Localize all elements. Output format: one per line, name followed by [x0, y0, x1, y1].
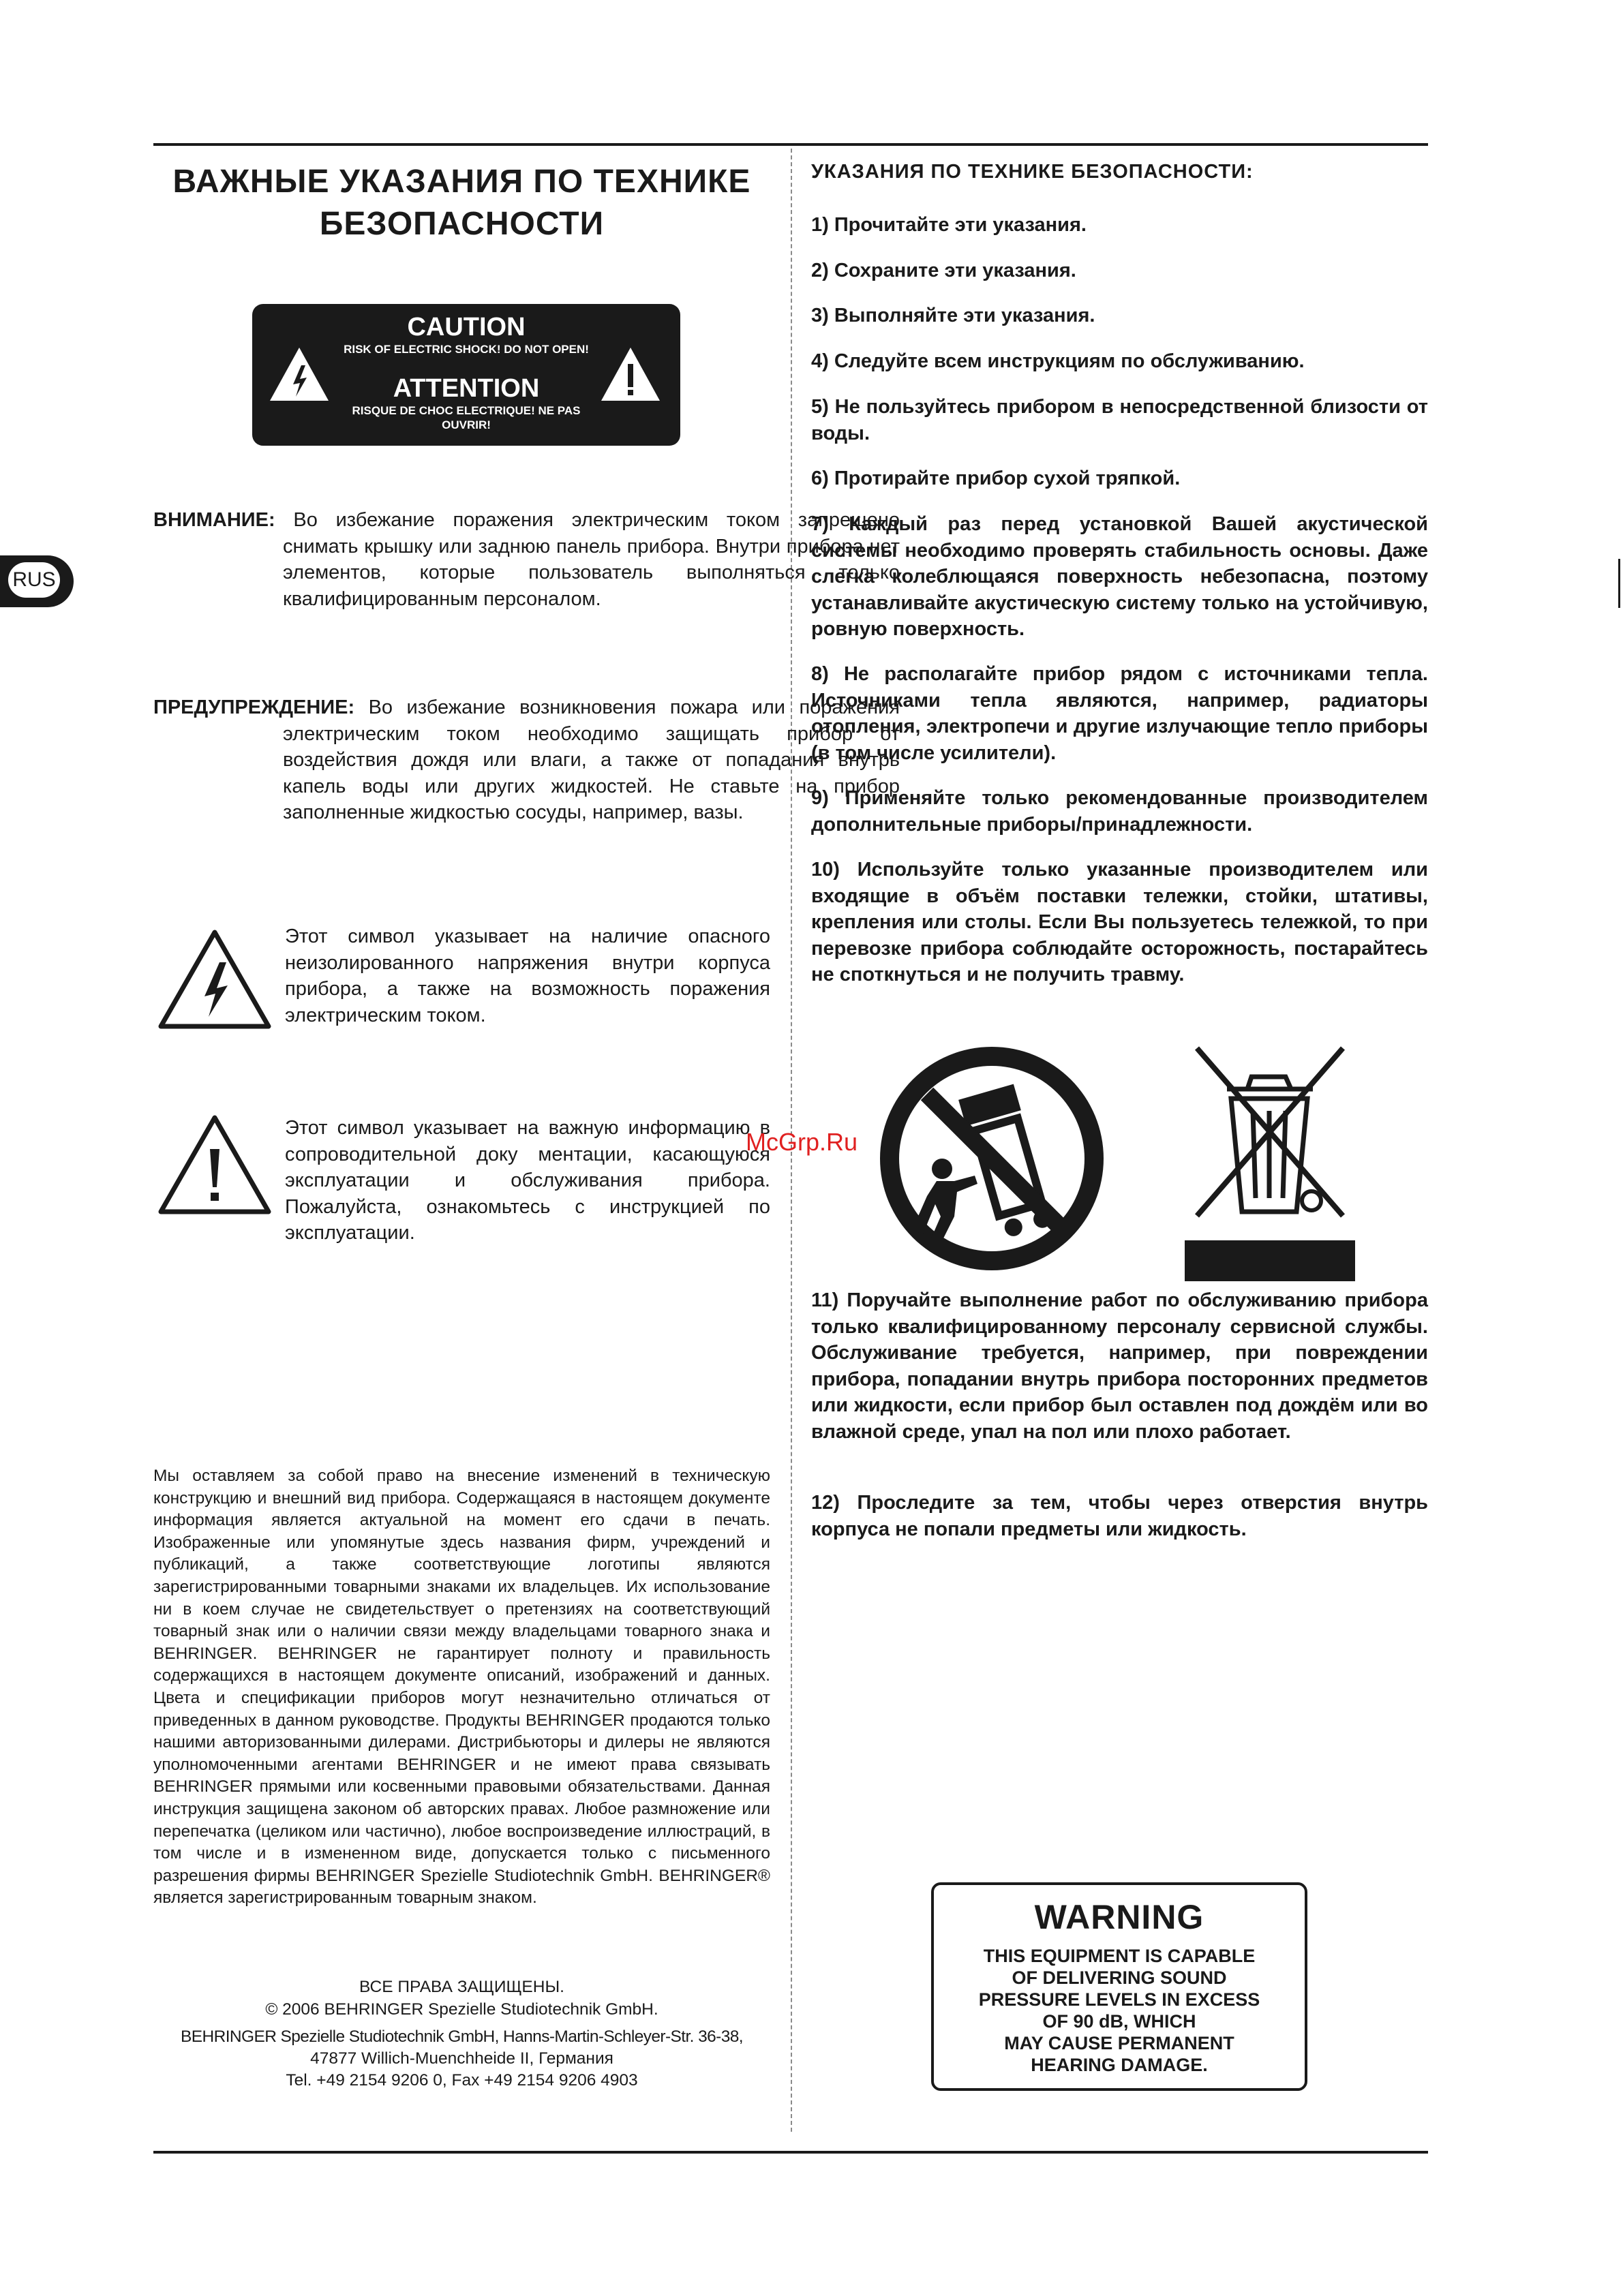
cart-warning-icon [879, 1046, 1104, 1271]
hearing-warning-body: THIS EQUIPMENT IS CAPABLE OF DELIVERING SOUND PRESSURE LEVELS IN EXCESS OF 90 dB, WHICH MAY CAUSE PERMANENT HEARING DAMAGE. [978, 1946, 1260, 2075]
language-tab-label: RUS [8, 562, 60, 598]
weee-bin-icon [1185, 1043, 1355, 1281]
caution-label [252, 304, 680, 446]
address-line-1: BEHRINGER Spezielle Studiotechnik GmbH, Hanns-Martin-Schleyer-Str. 36-38, [181, 2027, 743, 2046]
instruction-item: 4) Следуйте всем инструкциям по обслуживанию. [811, 350, 1305, 372]
page-title: ВАЖНЫЕ УКАЗАНИЯ ПО ТЕХНИКЕ БЕЗОПАСНОСТИ [172, 164, 751, 242]
top-rule [153, 143, 1428, 146]
instruction-item: 2) Сохраните эти указания. [811, 260, 1076, 281]
hearing-warning-title: WARNING [1034, 1898, 1204, 1936]
edge-mark [1618, 559, 1620, 608]
instruction-item: 7) Каждый раз перед установкой Вашей акустической системы необходимо проверять стабильность основы. Даже слегка колеблющаяся поверхность небезопасна, поэтому устанавливайте акустическую систему только на устойчивую, ровную поверхность. [811, 513, 1428, 640]
instruction-item: 12) Проследите за тем, чтобы через отверстия внутрь корпуса не попали предметы или жидкость. [811, 1492, 1428, 1540]
bottom-rule [153, 2151, 1428, 2154]
warning-fire [153, 694, 900, 826]
attention-text: ATTENTION [393, 374, 540, 403]
warning-fire-label: ПРЕДУПРЕЖДЕНИЕ: [153, 697, 355, 718]
disclaimer-text: Мы оставляем за собой право на внесение изменений в техническую конструкцию и внешний вид прибора. Содержащаяся в настоящем документе информация является актуальной на момент его сдачи в печать. Изображенные или упомянутые здесь названия фирм, учреждений и публикаций, а также соответствующие логотипы являются зарегистрированными товарными знаками их владельцев. Их использование ни в коем случае не свидетельствует о претензиях на соответствующий товарный знак или о наличии связи между владельцами товарного знака и BEHRINGER. BEHRINGER не гарантирует полноту и правильность содержащихся в настоящем документе описаний, изображений и данных. Цвета и спецификации приборов могут незначительно отличаться от приведенных в данном руководстве. Продукты BEHRINGER продаются только нашими авторизованными дилерами. Дистрибьюторы и дилеры не являются уполномоченными агентами BEHRINGER и не имеют права связывать BEHRINGER прямыми или косвенными правовыми обязательствами. Данная инструкция защищена законом об авторских правах. Любое размножение или перепечатка (целиком или частично), любое воспроизведение иллюстраций, в том числе и в измененном виде, допускается только с письменного разрешения фирмы BEHRINGER Spezielle Studiotechnik GmbH. BEHRINGER® является зарегистрированным товарным знаком. [153, 1467, 770, 1908]
warning-attention-text: Во избежание поражения электрическим током запрещено снимать крышку или заднюю панель прибора. Внутри прибора нет элементов, которые пользователь выполняться только квалифицированным персоналом. [283, 509, 900, 610]
symbol-info-text: Этот символ указывает на важную информацию в сопроводительной доку ментации, касающуюся эксплуатации и обслуживания прибора. Пожалуйста, ознакомьтесь с инструкцией по эксплуатации. [285, 1117, 770, 1244]
address-line-2: 47877 Willich-Muenchheide II, Германия [310, 2049, 613, 2068]
exclamation-warning-icon [598, 345, 663, 403]
instruction-item: 1) Прочитайте эти указания. [811, 214, 1087, 236]
rights-line: ВСЕ ПРАВА ЗАЩИЩЕНЫ. [359, 1978, 564, 1996]
caution-subtext: RISK OF ELECTRIC SHOCK! DO NOT OPEN! [344, 343, 589, 356]
symbol-voltage-text: Этот символ указывает на наличие опасного неизолированного напряжения внутри корпуса прибора, а также на возможность поражения электрическим током. [285, 925, 770, 1026]
instruction-item: 9) Применяйте только рекомендованные производителем дополнительные приборы/принадлежности. [811, 787, 1428, 836]
warning-attention-label: ВНИМАНИЕ: [153, 509, 275, 531]
instructions-heading: УКАЗАНИЯ ПО ТЕХНИКЕ БЕЗОПАСНОСТИ: [811, 161, 1254, 183]
warning-attention [153, 507, 900, 612]
instruction-item: 6) Протирайте прибор сухой тряпкой. [811, 468, 1181, 489]
attention-subtext: RISQUE DE CHOC ELECTRIQUE! NE PAS OUVRIR! [352, 404, 581, 431]
warning-fire-text: Во избежание возникновения пожара или поражения электрическим током необходимо защищать прибор от воздействия дождя или влаги, а также от попадания внутрь капель воды или других жидкостей. Не ставьте на прибор заполненные жидкостью сосуды, например, вазы. [283, 697, 900, 823]
address-line-3: Tel. +49 2154 9206 0, Fax +49 2154 9206 4903 [286, 2071, 638, 2090]
instruction-item: 11) Поручайте выполнение работ по обслуживанию прибора только квалифицированному персоналу сервисной службы. Обслуживание требуется, например, при повреждении прибора, попадании внутрь прибора посторонних предметов или жидкости, если прибор был оставлен под дождём или во влажной среде, упал на пол или плохо работает. [811, 1289, 1428, 1443]
instruction-item: 3) Выполняйте эти указания. [811, 305, 1095, 326]
caution-text: CAUTION [407, 313, 526, 341]
lightning-warning-icon [267, 345, 331, 403]
language-tab [0, 555, 74, 607]
instruction-item: 5) Не пользуйтесь прибором в непосредственной близости от воды. [811, 396, 1428, 444]
exclamation-triangle-icon [157, 1114, 273, 1216]
hearing-warning-box [931, 1882, 1307, 2091]
lightning-triangle-icon [157, 928, 273, 1030]
instruction-item: 8) Не располагайте прибор рядом с источниками тепла. Источниками тепла являются, например, радиаторы отопления, электропечи и другие излучающие тепло приборы (в том числе усилители). [811, 663, 1428, 764]
instruction-item: 10) Используйте только указанные производителем или входящие в объём поставки тележки, стойки, штативы, крепления или столы. Если Вы пользуетесь тележкой, то при перевозке прибора соблюдайте осторожность, постарайтесь не споткнуться и не получить травму. [811, 859, 1428, 985]
watermark: McGrp.Ru [746, 1128, 858, 1156]
copyright-line: © 2006 BEHRINGER Spezielle Studiotechnik GmbH. [265, 2000, 658, 2019]
